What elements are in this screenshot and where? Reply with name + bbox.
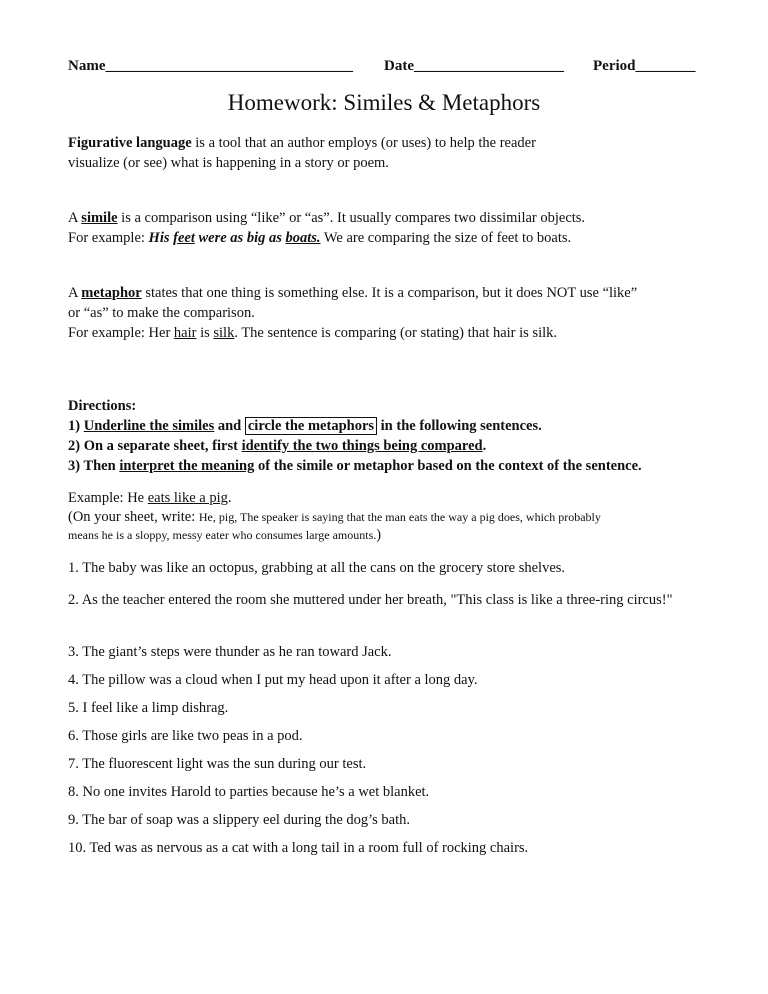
- period-field: Period________: [593, 58, 696, 74]
- list-item: 5. I feel like a limp dishrag.: [68, 700, 229, 716]
- example-underline: eats like a pig: [147, 490, 228, 506]
- example-note-end: ): [376, 527, 382, 543]
- simile-paragraph: [68, 208, 708, 248]
- direction-3-rest: of the simile or metaphor based on the context of the sentence.: [254, 458, 642, 474]
- list-item: 3. The giant’s steps were thunder as he ran toward Jack.: [68, 644, 392, 660]
- simile-term: simile: [81, 210, 118, 226]
- direction-1: [68, 416, 708, 436]
- metaphor-article: A: [68, 285, 82, 301]
- simile-example-his: His: [148, 230, 174, 246]
- list-item: 6. Those girls are like two peas in a pod.: [68, 728, 303, 744]
- simile-example-label: For example:: [68, 230, 149, 246]
- metaphor-definition: states that one thing is something else. It is a comparison, but it does NOT use “like”: [141, 285, 638, 301]
- direction-1-boxed: circle the metaphors: [245, 417, 377, 435]
- simile-definition: is a comparison using “like” or “as”. It usually compares two dissimilar objects.: [117, 210, 586, 226]
- direction-2-pre: 2) On a separate sheet, first: [68, 438, 242, 454]
- direction-3: [68, 456, 708, 476]
- example-end: .: [227, 490, 232, 506]
- direction-1-rest: in the following sentences.: [377, 418, 542, 434]
- direction-2-end: .: [482, 438, 487, 454]
- example-pre: Example: He: [68, 490, 148, 506]
- metaphor-example-silk: silk: [213, 325, 235, 341]
- example-note-line2: means he is a sloppy, messy eater who consumes large amounts.: [68, 528, 377, 542]
- simile-example-mid: were as big as: [194, 230, 286, 246]
- intro-line1: is a tool that an author employs (or uses) to help the reader: [191, 135, 536, 151]
- example-note-line1: He, pig, The speaker is saying that the man eats the way a pig does, which probably: [198, 510, 601, 524]
- simile-example-explanation: We are comparing the size of feet to boats.: [320, 230, 572, 246]
- direction-1-and: and: [214, 418, 245, 434]
- date-field: Date____________________: [384, 58, 564, 74]
- list-item: 8. No one invites Harold to parties because he’s a wet blanket.: [68, 784, 430, 800]
- metaphor-example-explanation: . The sentence is comparing (or stating) that hair is silk.: [234, 325, 558, 341]
- intro-paragraph: [68, 133, 708, 173]
- simile-example-feet: feet: [173, 230, 195, 246]
- metaphor-example-is: is: [196, 325, 214, 341]
- simile-article: A: [68, 210, 82, 226]
- directions-heading: Directions:: [68, 398, 137, 414]
- direction-3-pre: 3) Then: [68, 458, 120, 474]
- direction-2: [68, 436, 708, 456]
- name-field: Name_________________________________: [68, 58, 353, 74]
- simile-example-boats: boats.: [285, 230, 321, 246]
- list-item: 9. The bar of soap was a slippery eel during the dog’s bath.: [68, 812, 411, 828]
- list-item: 1. The baby was like an octopus, grabbing at all the cans on the grocery store shelves.: [68, 560, 566, 576]
- direction-1-underline: Underline the similes: [83, 418, 215, 434]
- list-item: 7. The fluorescent light was the sun during our test.: [68, 756, 367, 772]
- directions-section: [68, 396, 708, 476]
- example-note-pre: (On your sheet, write:: [68, 509, 199, 525]
- metaphor-example-hair: hair: [173, 325, 197, 341]
- metaphor-line2: or “as” to make the comparison.: [68, 305, 255, 321]
- example-section: [68, 488, 708, 544]
- metaphor-term: metaphor: [81, 285, 142, 301]
- direction-3-underline: interpret the meaning: [119, 458, 255, 474]
- metaphor-example-label: For example: Her: [68, 325, 174, 341]
- metaphor-paragraph: [68, 283, 708, 343]
- direction-1-number: 1): [68, 418, 84, 434]
- list-item: 4. The pillow was a cloud when I put my head upon it after a long day.: [68, 672, 478, 688]
- intro-line2: visualize (or see) what is happening in a story or poem.: [68, 155, 389, 171]
- intro-term: Figurative language: [68, 135, 192, 151]
- list-item: 10. Ted was as nervous as a cat with a long tail in a room full of rocking chairs.: [68, 840, 529, 856]
- sentence-list: [68, 558, 728, 866]
- page-title: Homework: Similes & Metaphors: [227, 90, 541, 115]
- list-item: 2. As the teacher entered the room she muttered under her breath, "This class is like a three-ring circus!": [68, 592, 673, 608]
- direction-2-underline: identify the two things being compared: [241, 438, 483, 454]
